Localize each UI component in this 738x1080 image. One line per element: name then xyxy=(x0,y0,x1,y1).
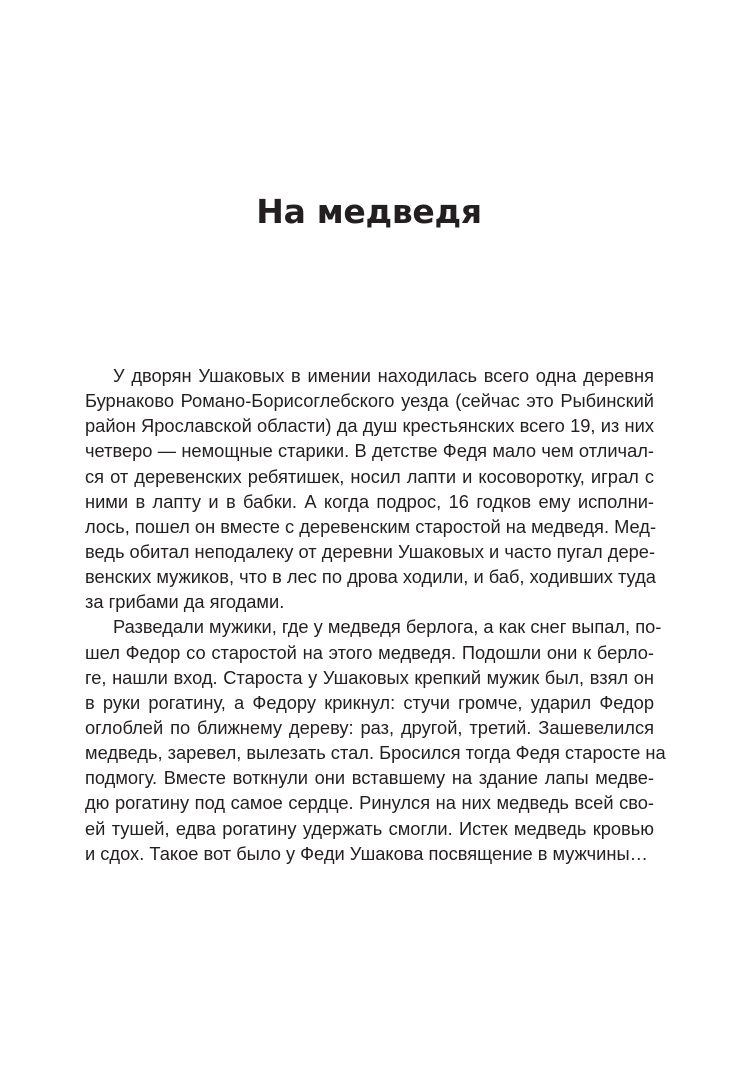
paragraph-1 xyxy=(85,363,657,614)
text-line: Бурнаково Романо-Борисоглебского уезда (сейчас это Рыбинский xyxy=(85,390,654,412)
text-line: и сдох. Такое вот было у Феди Ушакова посвящение в мужчины… xyxy=(85,842,648,864)
text-line: район Ярославской области) да душ крестьянских всего 19, из них xyxy=(85,415,654,437)
text-line: ся от деревенских ребятишек, носил лапти и косоворотку, играл с xyxy=(85,465,654,487)
paragraph-2 xyxy=(85,614,666,865)
text-line: оглоблей по ближнему дереву: раз, другой, третий. Зашевелился xyxy=(85,716,654,738)
text-line: ей тушей, едва рогатину удержать смогли. Истек медведь кровью xyxy=(85,817,654,839)
text-line: ними в лапту и в бабки. А когда подрос, 16 годков ему исполни- xyxy=(85,490,654,512)
text-line: венских мужиков, что в лес по дрова ходили, и баб, ходивших туда xyxy=(85,566,656,588)
text-line: за грибами да ягодами. xyxy=(85,591,285,613)
text-line: шел Федор со старостой на этого медведя. Подошли они к берло- xyxy=(85,641,654,663)
text-line: медведь, заревел, вылезать стал. Бросился тогда Федя старосте на xyxy=(85,742,666,764)
chapter-body xyxy=(85,363,666,866)
text-line: в руки рогатину, а Федору крикнул: стучи громче, ударил Федор xyxy=(85,691,654,713)
text-line: дю рогатину под самое сердце. Ринулся на них медведь всей сво- xyxy=(85,792,654,814)
text-line: ге, нашли вход. Староста у Ушаковых крепкий мужик был, взял он xyxy=(85,666,654,688)
text-line: четверо — немощные старики. В детстве Федя мало чем отличал- xyxy=(85,440,654,462)
text-line: подмогу. Вместе воткнули они вставшему на здание лапы медве- xyxy=(85,767,654,789)
text-line: У дворян Ушаковых в имении находилась всего одна деревня xyxy=(113,365,654,386)
text-line: Разведали мужики, где у медведя берлога, а как снег выпал, по- xyxy=(113,616,662,638)
text-line: лось, пошел он вместе с деревенским старостой на медведя. Мед- xyxy=(85,515,657,537)
text-line: ведь обитал неподалеку от деревни Ушаковых и часто пугал дере- xyxy=(85,540,656,562)
chapter-title: На медведя xyxy=(256,192,482,231)
